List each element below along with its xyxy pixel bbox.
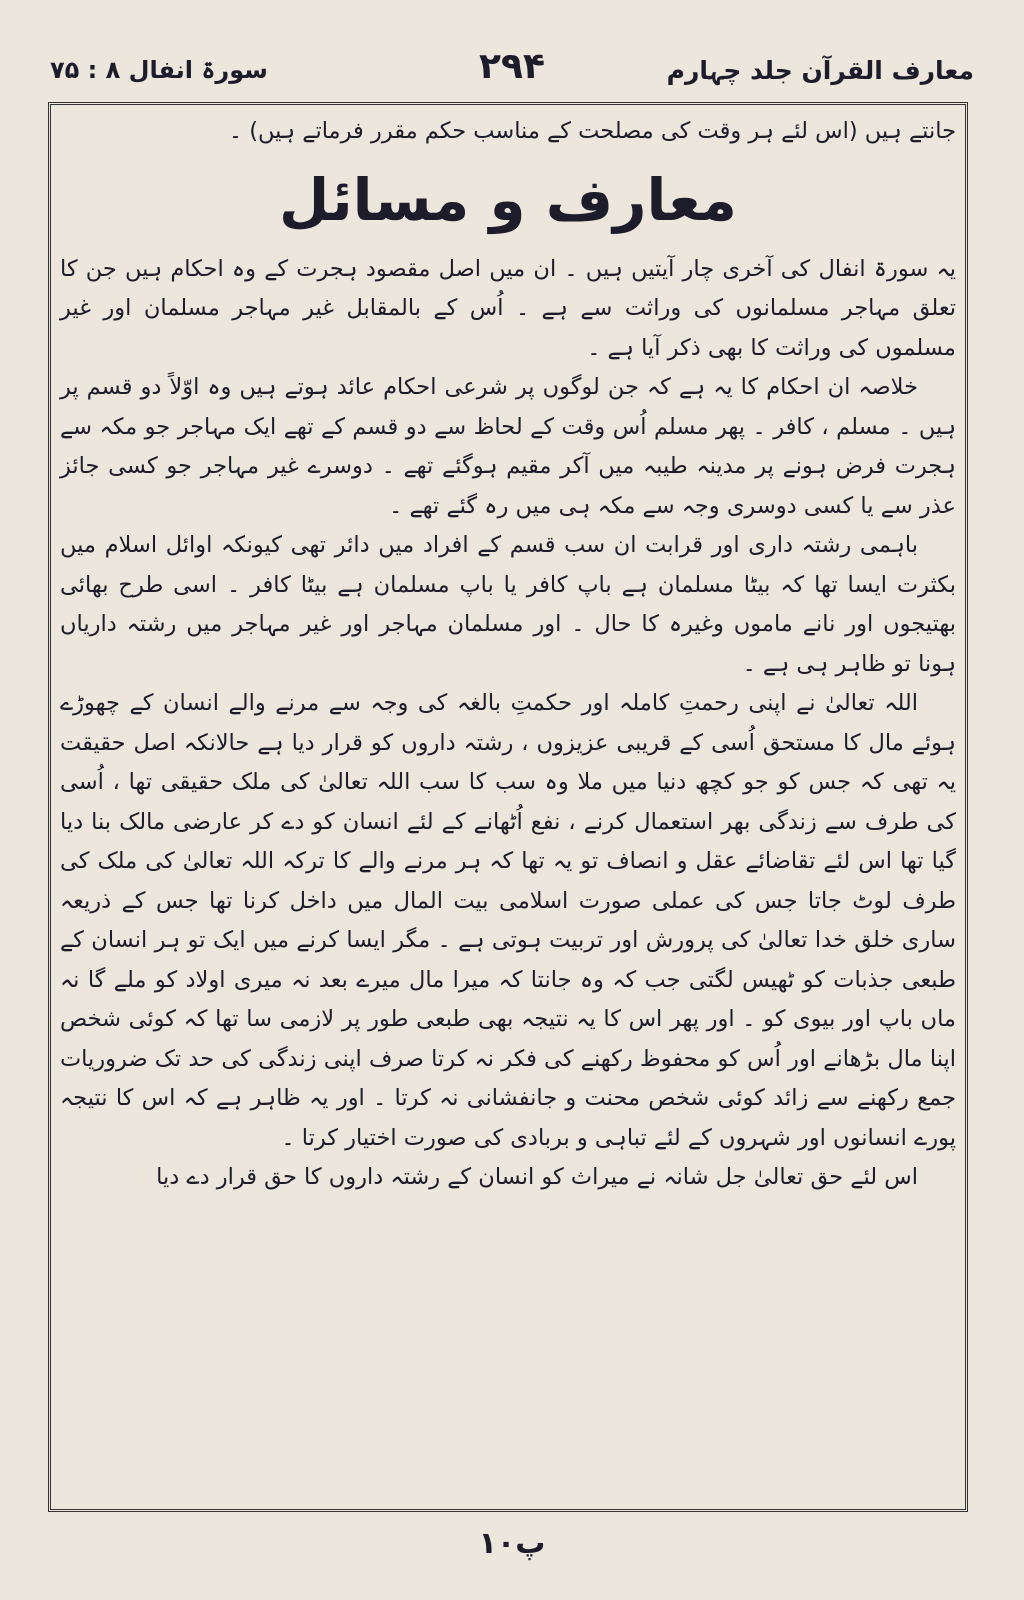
paragraph-5: اس لئے حق تعالیٰ جل شانہ نے میراث کو انسان کے رشتہ داروں کا حق قرار دے دیا <box>156 1164 918 1190</box>
para-marker: پ۱۰ <box>478 1526 546 1561</box>
intro-line: جانتے ہیں (اس لئے ہر وقت کی مصلحت کے مناسب حکم مقرر فرماتے ہیں) ۔ <box>228 118 956 144</box>
paragraph-2: خلاصہ ان احکام کا یہ ہے کہ جن لوگوں پر شرعی احکام عائد ہوتے ہیں وہ اوّلاً دو قسم پر ہیں ۔ مسلم ، کافر ۔ پھر مسلم اُس وقت کے لحاظ سے دو قسم کے تھے ایک مہاجر جو مکہ سے ہجرت فرض ہونے پر مدینہ طیبہ میں آکر مقیم ہوگئے تھے ۔ دوسرے غیر مہاجر جو کسی جائز عذر سے یا کسی دوسری وجہ سے مکہ ہی میں رہ گئے تھے ۔ <box>60 374 956 519</box>
page-number: ۲۹۴ <box>479 46 545 87</box>
paragraph-1: یہ سورۃ انفال کی آخری چار آیتیں ہیں ۔ ان میں اصل مقصود ہجرت کے وہ احکام ہیں جن کا تعلق مہاجر مسلمانوں کی وراثت سے ہے ۔ اُس کے بالمقابل غیر مہاجر مسلمان اور غیر مسلموں کی وراثت کا بھی ذکر آیا ہے ۔ <box>60 255 956 361</box>
page-body <box>60 112 956 1198</box>
surah-reference: سورۃ انفال ۸ : ۷۵ <box>50 56 268 84</box>
book-title: معارف القرآن جلد چہارم <box>666 56 974 85</box>
paragraph-3: باہمی رشتہ داری اور قرابت ان سب قسم کے افراد میں دائر تھی کیونکہ اوائل اسلام میں بکثرت ایسا تھا کہ بیٹا مسلمان ہے باپ کافر یا باپ مسلمان ہے بیٹا کافر ۔ اسی طرح بھائی بھتیجوں اور نانے ماموں وغیرہ کا حال ۔ اور مسلمان مہاجر اور غیر مہاجر میں رشتہ داریاں ہونا تو ظاہر ہی ہے ۔ <box>60 532 956 677</box>
page-header <box>40 46 984 98</box>
paragraph-4: اللہ تعالیٰ نے اپنی رحمتِ کاملہ اور حکمتِ بالغہ کی وجہ سے مرنے والے انسان کے چھوڑے ہوئے مال کا مستحق اُسی کے قریبی عزیزوں ، رشتہ داروں کو قرار دیا ہے حالانکہ اصل حقیقت یہ تھی کہ جس کو جو کچھ دنیا میں ملا وہ سب کا سب اللہ تعالیٰ کی ملک حقیقی تھا ، اُسی کی طرف سے زندگی بھر استعمال کرنے ، نفع اُٹھانے کے لئے انسان کو دے کر عارضی مالک بنا دیا گیا تھا اس لئے تقاضائے عقل و انصاف تو یہ تھا کہ ہر مرنے والے کا ترکہ اللہ تعالیٰ کی ملک کی طرف لوٹ جاتا جس کی عملی صورت اسلامی بیت المال میں داخل کرنا تھا جس کے ذریعہ ساری خلق خدا تعالیٰ کی پرورش اور تربیت ہوتی ہے ۔ مگر ایسا کرنے میں ایک تو ہر انسان کے طبعی جذبات کو ٹھیس لگتی جب کہ وہ جانتا کہ میرا مال میرے بعد نہ میری اولاد کو ملے گا نہ ماں باپ اور بیوی کو ۔ اور پھر اس کا یہ نتیجہ بھی طبعی طور پر لازمی سا تھا کہ کوئی شخص اپنا مال بڑھانے اور اُس کو محفوظ رکھنے کی فکر نہ کرتا صرف اپنی زندگی کی حد تک ضروریات جمع رکھنے سے زائد کوئی شخص محنت و جانفشانی نہ کرتا ۔ اور یہ ظاہر ہے کہ اس کا نتیجہ پورے انسانوں اور شہروں کے لئے تباہی و بربادی کی صورت اختیار کرتا ۔ <box>60 690 956 1151</box>
section-heading: معارف و مسائل <box>279 165 737 234</box>
